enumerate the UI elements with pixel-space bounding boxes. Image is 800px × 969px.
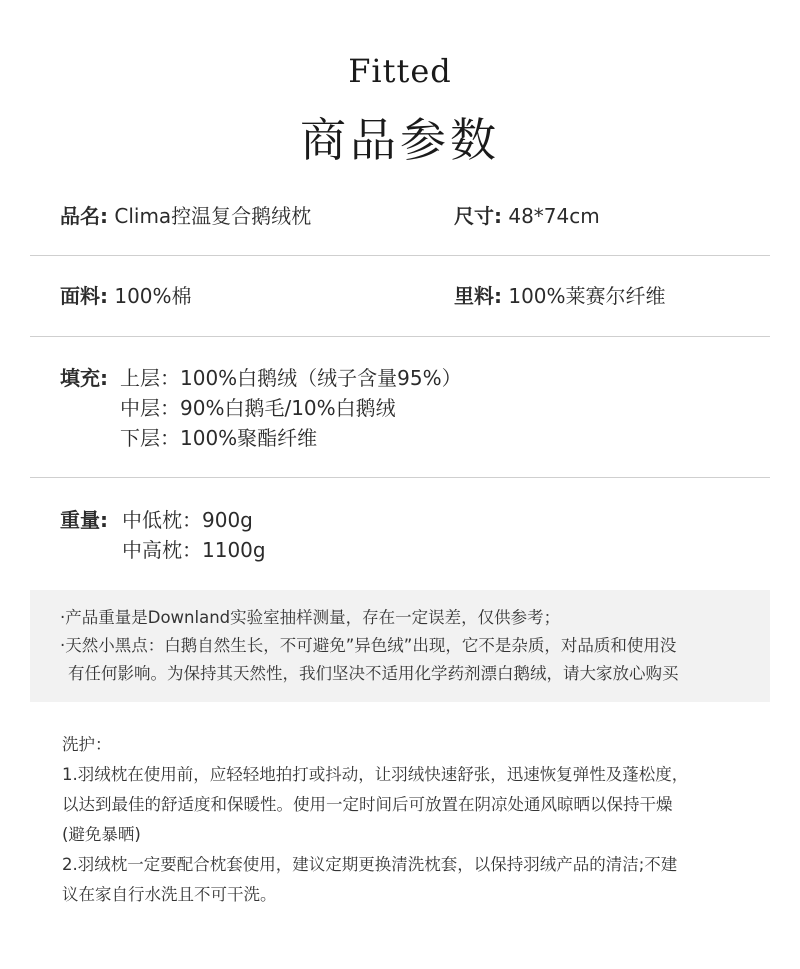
care-heading: 洗护：: [62, 735, 112, 754]
spec-filling-line: 上层：100%白鹅绒（绒子含量95%）: [120, 366, 462, 390]
spec-fabric: [60, 281, 192, 311]
spec-row-fabric-lining: [30, 256, 770, 337]
spec-weight: [60, 505, 760, 567]
spec-weight-label: 重量:: [60, 508, 108, 532]
spec-name-label: 品名:: [60, 204, 108, 228]
spec-row-weight: [30, 478, 770, 578]
spec-fabric-value: 100%棉: [114, 284, 192, 308]
notes-box: [30, 590, 770, 702]
spec-filling-line: 下层：100%聚酯纤维: [120, 426, 318, 450]
spec-lining-value: 100%莱赛尔纤维: [508, 284, 666, 308]
page-title: 商品参数: [300, 113, 500, 167]
care-line: 以达到最佳的舒适度和保暖性。使用一定时间后可放置在阴凉处通风晾晒以保持干燥: [62, 795, 673, 814]
spec-size-label: 尺寸:: [454, 204, 502, 228]
spec-size: [454, 201, 600, 231]
note-line: ·产品重量是Downland实验室抽样测量，存在一定误差，仅供参考；: [60, 608, 561, 627]
spec-row-filling: [30, 337, 770, 478]
spec-filling-line: 中层：90%白鹅毛/10%白鹅绒: [120, 396, 396, 420]
spec-filling: [60, 363, 760, 455]
spec-size-value: 48*74cm: [508, 204, 600, 228]
spec-fabric-label: 面料:: [60, 284, 108, 308]
spec-row-name-size: [30, 196, 770, 256]
spec-weight-line: 中低枕：900g: [122, 508, 253, 532]
spec-lining: [454, 281, 666, 311]
note-line: 有任何影响。为保持其天然性，我们坚决不适用化学药剂漂白鹅绒，请大家放心购买: [68, 664, 679, 683]
spec-weight-line: 中高枕：1100g: [122, 538, 266, 562]
care-line: 2.羽绒枕一定要配合枕套使用，建议定期更换清洗枕套，以保持羽绒产品的清洁;不建: [62, 855, 678, 874]
note-line: ·天然小黑点：白鹅自然生长，不可避免”异色绒”出现，它不是杂质，对品质和使用没: [60, 636, 677, 655]
spec-filling-label: 填充:: [60, 366, 108, 390]
brand-name: Fitted: [348, 52, 452, 90]
spec-lining-label: 里料:: [454, 284, 502, 308]
care-line: (避免暴晒): [62, 825, 141, 844]
spec-name: [60, 201, 311, 231]
care-line: 议在家自行水洗且不可干洗。: [62, 885, 277, 904]
spec-name-value: Clima控温复合鹅绒枕: [114, 204, 312, 228]
care-line: 1.羽绒枕在使用前，应轻轻地拍打或抖动，让羽绒快速舒张，迅速恢复弹性及蓬松度，: [62, 765, 689, 784]
